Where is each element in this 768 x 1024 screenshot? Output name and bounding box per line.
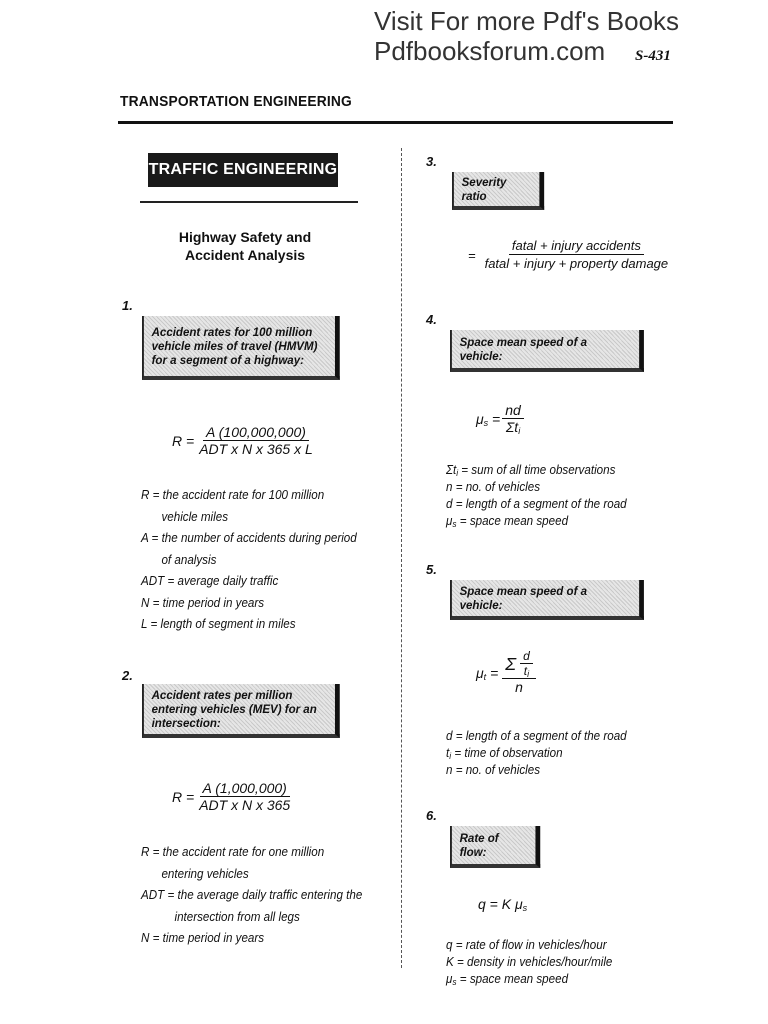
item-label-6: Rate of flow: <box>450 826 540 868</box>
watermark-line-2: Pdfbooksforum.com <box>374 36 606 66</box>
formula-2-denominator: ADT x N x 365 <box>199 797 291 813</box>
section-title: TRAFFIC ENGINEERING <box>148 153 338 187</box>
running-head: TRANSPORTATION ENGINEERING <box>120 93 352 110</box>
formula-5-numerator <box>502 650 535 679</box>
formula-4 <box>476 402 524 436</box>
def-4-3: $\mu_s$ = space mean speed <box>446 514 569 529</box>
item-number-3: 3. <box>426 154 437 169</box>
item-number-1: 1. <box>122 298 133 313</box>
def-1-0: R = the accident rate for 100 million <box>141 488 325 502</box>
def-1-1: vehicle miles <box>161 509 229 524</box>
formula-5 <box>476 650 536 696</box>
item-label-4: Space mean speed of a vehicle: <box>450 330 644 372</box>
formula-5-denominator: n <box>515 679 523 695</box>
formula-5-inner-numerator: d <box>520 650 533 664</box>
item-label-2: Accident rates per million entering vehicles (MEV) for an intersection: <box>142 684 340 738</box>
item-label-1: Accident rates for 100 million vehicle miles of travel (HMVM) for a segment of a highway: <box>142 316 340 380</box>
formula-2-lhs: R = <box>172 789 195 805</box>
def-1-3: of analysis <box>161 552 217 567</box>
formula-4-fraction <box>502 402 524 436</box>
formula-1 <box>172 424 316 458</box>
def-6-1: K = density in vehicles/hour/mile <box>446 955 613 969</box>
def-5-0: d = length of a segment of the road <box>446 729 627 743</box>
item-label-3: Severity ratio <box>452 172 544 210</box>
formula-2 <box>172 780 293 814</box>
def-2-1: entering vehicles <box>161 866 249 881</box>
formula-1-fraction <box>196 424 316 458</box>
formula-6-expression: q = K $\mu_s$ <box>478 896 528 913</box>
section-subtitle <box>150 228 340 264</box>
item-label-5: Space mean speed of a vehicle: <box>450 580 644 620</box>
def-1-2: A = the number of accidents during period <box>141 531 357 545</box>
subtitle-line-2: Accident Analysis <box>184 247 306 263</box>
watermark-line-1: Visit For more Pdf's Books <box>374 6 680 36</box>
def-2-2: ADT = the average daily traffic entering the <box>141 888 363 902</box>
header-rule <box>118 121 673 124</box>
def-2-0: R = the accident rate for one million <box>141 845 325 859</box>
formula-2-numerator: A (1,000,000) <box>200 780 290 797</box>
watermark-notice <box>374 6 679 66</box>
definitions-4 <box>446 462 627 530</box>
formula-3 <box>468 238 671 272</box>
definitions-1 <box>141 485 357 636</box>
formula-5-fraction <box>502 650 535 696</box>
formula-4-denominator: $\Sigma t_i$ <box>505 419 521 436</box>
def-1-6: L = length of segment in miles <box>141 617 296 631</box>
formula-5-inner-fraction <box>520 650 533 678</box>
def-2-4: N = time period in years <box>141 931 265 945</box>
definitions-5 <box>446 728 627 779</box>
def-1-5: N = time period in years <box>141 595 265 610</box>
definitions-2 <box>141 842 362 950</box>
formula-3-numerator: fatal + injury accidents <box>509 238 644 255</box>
def-4-2: d = length of a segment of the road <box>446 497 627 511</box>
formula-3-lhs: = <box>468 247 476 263</box>
def-2-3: intersection from all legs <box>174 909 300 924</box>
formula-4-lhs: $\mu_s$ = <box>476 411 501 428</box>
definitions-6 <box>446 937 612 988</box>
column-divider <box>401 148 402 968</box>
def-5-1: $t_i$ = time of observation <box>446 746 563 761</box>
item-number-2: 2. <box>122 668 133 683</box>
formula-1-denominator: ADT x N x 365 x L <box>199 441 313 457</box>
page-number: S-431 <box>635 48 671 64</box>
formula-5-inner-denominator: $t_i$ <box>523 664 530 679</box>
item-number-4: 4. <box>426 312 437 327</box>
formula-5-sum: Σ <box>505 654 517 674</box>
def-6-0: q = rate of flow in vehicles/hour <box>446 938 607 952</box>
formula-3-fraction <box>482 238 672 272</box>
def-4-1: n = no. of vehicles <box>446 480 541 494</box>
item-number-5: 5. <box>426 562 437 577</box>
formula-4-numerator: nd <box>502 402 524 419</box>
def-4-0: $\Sigma t_i$ = sum of all time observations <box>446 463 616 478</box>
def-1-4: ADT = average daily traffic <box>141 574 279 588</box>
def-6-2: $\mu_s$ = space mean speed <box>446 972 569 987</box>
formula-3-denominator: fatal + injury + property damage <box>484 256 669 271</box>
section-rule <box>140 201 358 203</box>
formula-5-lhs: $\mu_t$ = <box>476 665 499 682</box>
formula-6 <box>478 896 527 912</box>
formula-1-lhs: R = <box>172 433 195 449</box>
def-5-2: n = no. of vehicles <box>446 763 541 777</box>
subtitle-line-1: Highway Safety and <box>178 229 312 245</box>
formula-2-fraction <box>196 780 293 814</box>
item-number-6: 6. <box>426 808 437 823</box>
formula-1-numerator: A (100,000,000) <box>203 424 309 441</box>
